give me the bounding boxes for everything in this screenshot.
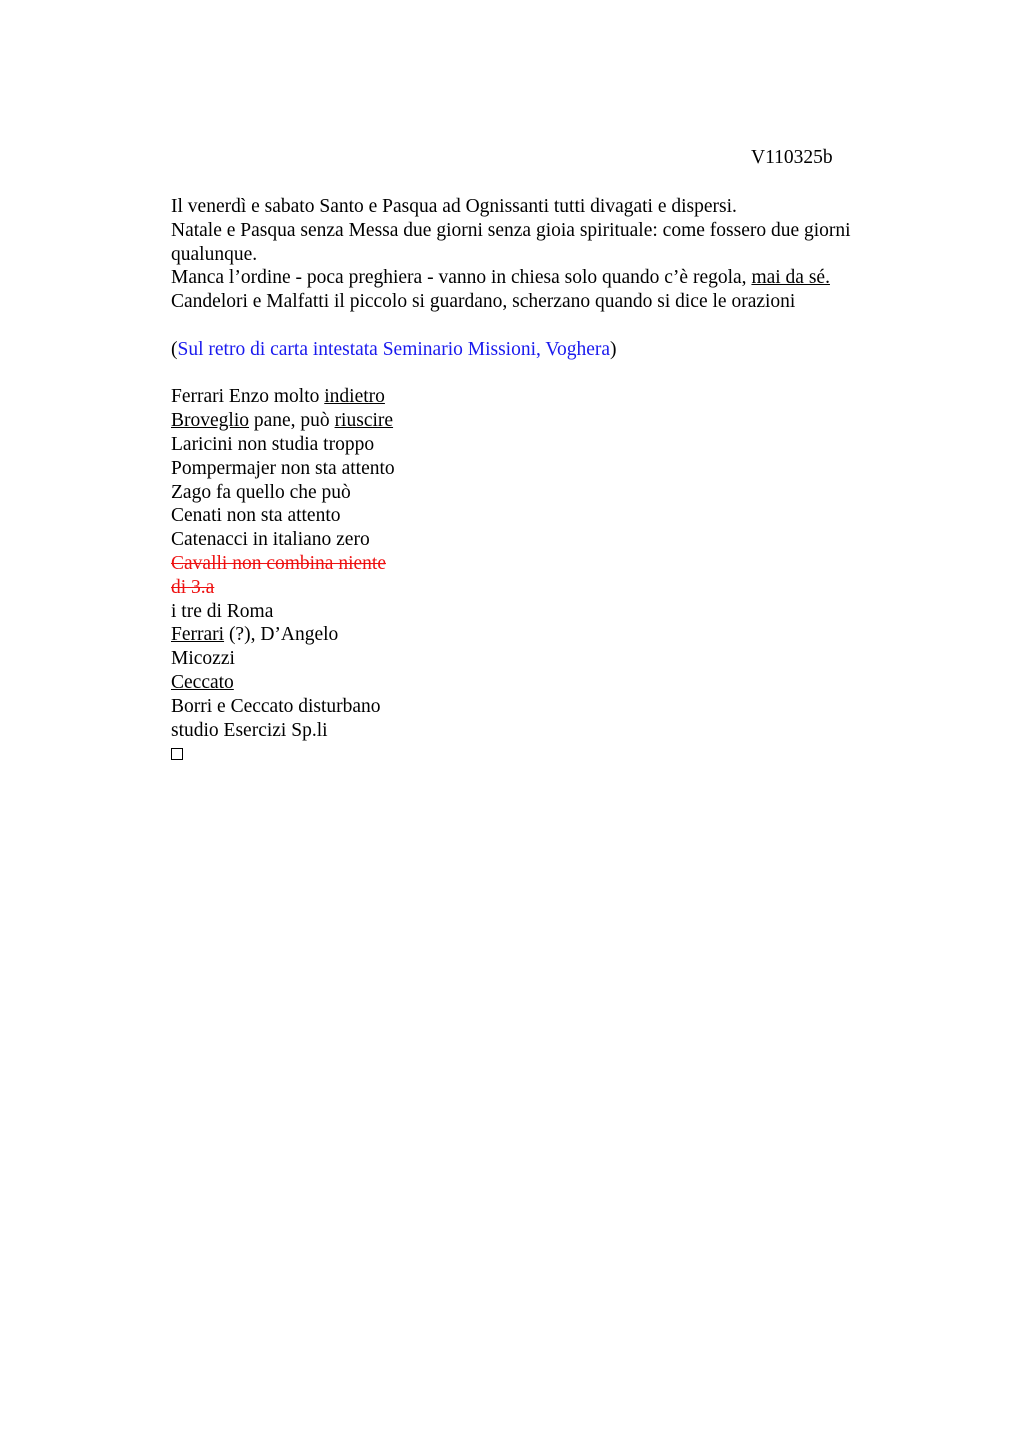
list-item-text: (?), D’Angelo [224, 624, 339, 646]
list-item-struck: di 3.a [171, 576, 215, 598]
note-open-paren: ( [171, 338, 178, 360]
paragraph-3-text: Manca l’ordine - poca preghiera - vanno in chiesa solo quando c’è regola, [171, 267, 752, 289]
list-item: Zago fa quello che può [171, 481, 351, 503]
list-item-underlined-name: Broveglio [171, 410, 249, 432]
list-item: Laricini non studia troppo [171, 433, 375, 455]
note-close-paren: ) [610, 338, 617, 360]
list-item: studio Esercizi Sp.li [171, 719, 328, 741]
editorial-note [171, 338, 901, 362]
document-id: V110325b [751, 147, 833, 168]
list-item [171, 671, 901, 695]
list-item: Borri e Ceccato disturbano [171, 695, 381, 717]
checkbox-empty-icon [171, 748, 183, 760]
end-marker [171, 742, 901, 767]
list-item-struck: Cavalli non combina niente [171, 552, 386, 574]
paragraph-4: Candelori e Malfatti il piccolo si guardano, scherzano quando si dice le orazioni [171, 291, 796, 313]
paragraph-2-line-1: Natale e Pasqua senza Messa due giorni senza gioia spirituale: come fossero due giorni [171, 219, 851, 241]
list-item: Cenati non sta attento [171, 505, 341, 527]
paragraph-1: Il venerdì e sabato Santo e Pasqua ad Ognissanti tutti divagati e dispersi. [171, 196, 737, 217]
list-item-underlined: indietro [324, 386, 385, 408]
list-item [171, 385, 901, 409]
note-text: Sul retro di carta intestata Seminario Missioni, Voghera [177, 338, 611, 360]
paragraph-2-line-2: qualunque. [171, 243, 258, 265]
list-item-text: pane, può [249, 410, 335, 432]
list-item: i tre di Roma [171, 600, 274, 622]
list-item: Micozzi [171, 648, 235, 670]
list-item [171, 409, 901, 433]
list-item-underlined-name: Ferrari [171, 624, 225, 646]
list-item-text: Ferrari Enzo molto [171, 386, 325, 408]
list-item-underlined-name: Ceccato [171, 671, 234, 693]
list-item: Catenacci in italiano zero [171, 529, 370, 551]
list-item [171, 623, 901, 647]
spacer [171, 362, 901, 386]
paragraph-3 [171, 266, 901, 290]
paragraph-3-underlined: mai da sé. [751, 267, 830, 289]
spacer [171, 314, 901, 338]
list-item: Pompermajer non sta attento [171, 457, 395, 479]
document-body [171, 195, 901, 767]
list-item-underlined: riuscire [334, 410, 394, 432]
